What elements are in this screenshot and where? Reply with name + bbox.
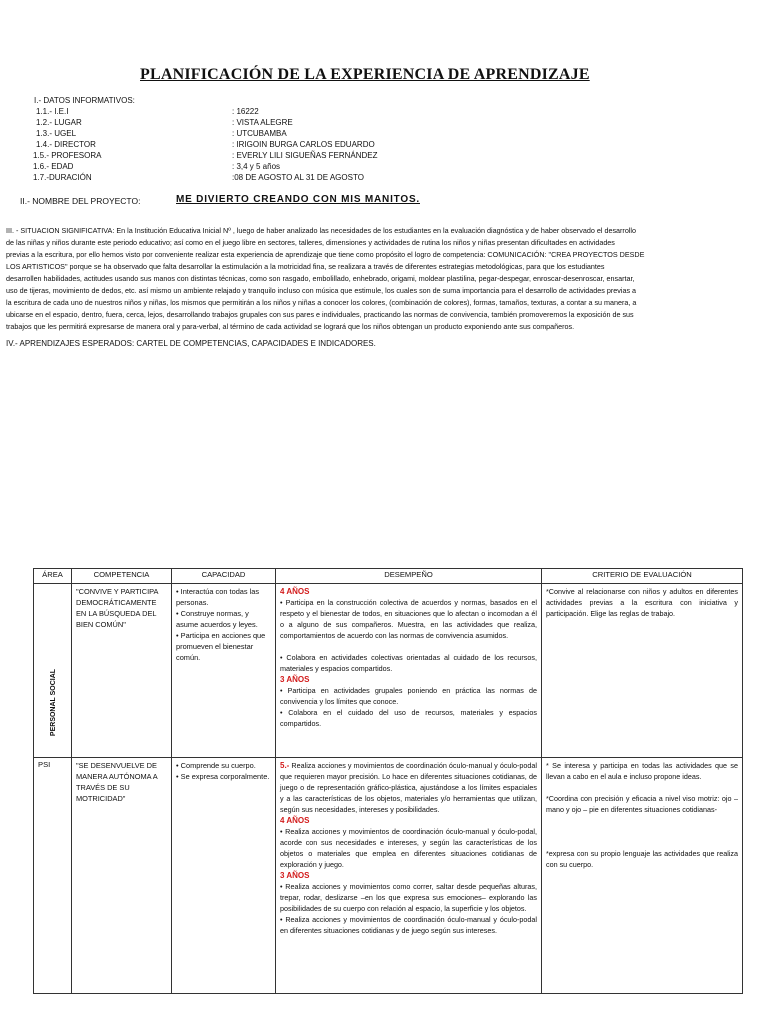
competencia-cell: "CONVIVE Y PARTICIPA DEMOCRÁTICAMENTE EN LA BÚSQUEDA DEL BIEN COMÚN" [72,584,172,758]
age-heading-5: 5.- [280,761,290,770]
desempeno-cell [276,758,542,994]
age-heading-3: 3 AÑOS [280,675,310,684]
desempeno-item: • Realiza acciones y movimientos de coordinación óculo-manual y óculo-podal en diferentes situaciones cotidianas y de juego según sus intereses. [280,915,537,935]
header-competencia: COMPETENCIA [72,569,172,584]
header-area: ÁREA [34,569,72,584]
desempeno-item: • Participa en la construcción colectiva de acuerdos y normas, basados en el respeto y el bienestar de todos, en situaciones que lo afectan o incomodan a él o a alguno de sus compañeros. Muestra, en las actividades que realiza, comportamientos de acuerdo con las normas de convivencia asumidos. [280,598,537,640]
desempeno-item: • Colabora en el cuidado del uso de recursos, materiales y espacios compartidos. [280,708,537,728]
capacidad-item: • Se expresa corporalmente. [176,772,270,781]
desempeno-item: • Colabora en actividades colectivas orientadas al cuidado de los recursos, materiales y espacios compartidos. [280,653,537,673]
situation-line: previas a la escritura, por ello hemos visto por conveniente realizar esta experiencia de aprendizaje que tiene como propósito el logro de competencia: COMUNICACIÓN: "CREA PROYECTOS DESDE [6,250,645,259]
table-header-row [34,569,743,584]
table-row [34,584,743,758]
situation-line: desarrollen habilidades, actitudes usando sus manos con distintas técnicas, como son rasgado, embolillado, enhebrado, origami, moldear plastilina, pegar-despegar, enroscar-desenroscar, ensartar, [6,274,635,283]
criterio-item: *expresa con su propio lenguaje las actividades que realiza con su cuerpo. [546,849,738,869]
situation-paragraph [6,225,744,333]
capacidad-item: • Interactúa con todas las personas. [176,587,260,607]
situation-line: LOS ARTISTICOS" porque se ha observado que falta desarrollar la estimulación a la motricidad fina, se realizara a través de diferentes estrategias metodológicas, para que los estudiantes [6,262,605,271]
project-label: II.- NOMBRE DEL PROYECTO: [20,196,141,206]
info-label-lugar: 1.2.- LUGAR [36,118,82,127]
header-criterio: CRITERIO DE EVALUACIÓN [542,569,743,584]
area-cell-personal-social [34,584,72,758]
info-label-director: 1.4.- DIRECTOR [36,140,96,149]
document-title: PLANIFICACIÓN DE LA EXPERIENCIA DE APRENDIZAJE [140,66,590,83]
area-personal-social: PERSONAL SOCIAL [50,668,58,736]
criterio-item: * Se interesa y participa en todas las actividades que se llevan a cabo en el aula e incluso propone ideas. [546,761,738,781]
capacidad-item: • Construye normas, y asume acuerdos y leyes. [176,609,258,629]
criterio-item: *Coordina con precisión y eficacia a nivel viso motriz: ojo – mano y ojo – pie en diferentes situaciones cotidianas- [546,794,738,814]
section-datos-informativos: I.- DATOS INFORMATIVOS: [34,96,135,105]
info-value-iei: : 16222 [232,107,259,116]
info-label-iei: 1.1.- I.E.I [36,107,69,116]
capacidad-item: • Comprende su cuerpo. [176,761,256,770]
info-label-ugel: 1.3.- UGEL [36,129,77,138]
info-value-director: : IRIGOIN BURGA CARLOS EDUARDO [232,140,375,149]
criterio-item: *Convive al relacionarse con niños y adultos en diferentes actividades previas a la escritura con iniciativa y participación. Elige las reglas de trabajo. [546,587,738,618]
info-label-profesora: 1.5.- PROFESORA [33,151,102,160]
situation-line: III. - SITUACION SIGNIFICATIVA: En la Institución Educativa Inicial Nº , luego de haber analizado las necesidades de los estudiantes en la evaluación diagnóstica y de haber observado el desarrollo [6,226,637,235]
age-heading-3: 3 AÑOS [280,871,310,880]
desempeno-cell [276,584,542,758]
desempeno-item: Realiza acciones y movimientos de coordinación óculo-manual y óculo-podal que requieren mayor precisión. Lo hace en diferentes situaciones cotidianas, de juego o de representación gráfico-plástica, ajustándose a los límites espaciales y a las características de los objetos, materiales y/o herramientas que utilizan, según sus necesidades, intereses y posibilidades. [280,761,537,814]
table-row [34,758,743,994]
info-label-duracion: 1.7.-DURACIÓN [33,173,92,182]
criterio-cell [542,584,743,758]
criterio-cell [542,758,743,994]
info-label-edad: 1.6.- EDAD [33,162,74,171]
capacidad-cell [172,584,276,758]
competencia-cell: "SE DESENVUELVE DE MANERA AUTÓNOMA A TRAVÉS DE SU MOTRICIDAD" [72,758,172,994]
info-value-lugar: : VISTA ALEGRE [232,118,293,127]
desempeno-item: • Realiza acciones y movimientos como correr, saltar desde pequeñas alturas, trepar, rodar, deslizarse –en los que expresa sus emociones– explorando las posibilidades de su cuerpo con relación al espacio, la superficie y los objetos. [280,882,537,913]
area-psi: PSI [38,760,51,769]
desempeno-item: • Participa en actividades grupales poniendo en práctica las normas de convivencia y los límites que conoce. [280,686,537,706]
header-desempeno: DESEMPEÑO [276,569,542,584]
age-heading-4: 4 AÑOS [280,816,310,825]
capacidad-item: • Participa en acciones que promueven el bienestar común. [176,631,266,662]
situation-line: ubicarse en el espacio, dentro, fuera, cerca, lejos, desarrollando trabajos grupales con sus pares e individuales, practicando las normas de convivencia, también promoveremos la exposición de sus [6,310,634,319]
situation-line: uso de tijeras, movimiento de dedos, etc. así mismo un ambiente relajado y tranquilo incluso con música que estimule, los cuales son de suma importancia para el desarrollo de actividades previas a [6,286,637,295]
area-cell-psi [34,758,72,994]
section-aprendizajes: IV.- APRENDIZAJES ESPERADOS: CARTEL DE COMPETENCIAS, CAPACIDADES E INDICADORES. [6,339,376,348]
age-heading-4: 4 AÑOS [280,587,310,596]
competencies-table [33,568,743,994]
header-capacidad: CAPACIDAD [172,569,276,584]
situation-line: la escritura de cada uno de nuestros niños y niñas, los mismos que permitirán a los niños y niñas a conocer los colores, (combinación de colores), formas, tamaños, texturas, a contar a su manera, a [6,298,637,307]
info-value-profesora: : EVERLY LILI SIGUEÑAS FERNÁNDEZ [232,151,378,160]
desempeno-item: • Realiza acciones y movimientos de coordinación óculo-manual y óculo-podal, acorde con sus necesidades e intereses, y según las características de los objetos o materiales que emplea en diferentes situaciones cotidianas de exploración y juego. [280,827,537,869]
info-value-edad: : 3,4 y 5 años [232,162,281,171]
capacidad-cell [172,758,276,994]
situation-line: de las niñas y niños durante este periodo educativo; así como en el juego libre en sectores, talleres, dimensiones y actividades de rutina los niños y niñas presentan dificultades en actividades [6,238,615,247]
project-name: ME DIVIERTO CREANDO CON MIS MANITOS. [176,194,420,205]
situation-line: trabajos que les permitirá expresarse de manera oral y para-verbal, al término de cada actividad se logrará que los niños obtengan un producto exponiendo ante sus compañeros. [6,322,575,331]
info-value-duracion: :08 DE AGOSTO AL 31 DE AGOSTO [232,173,364,182]
info-value-ugel: : UTCUBAMBA [232,129,287,138]
